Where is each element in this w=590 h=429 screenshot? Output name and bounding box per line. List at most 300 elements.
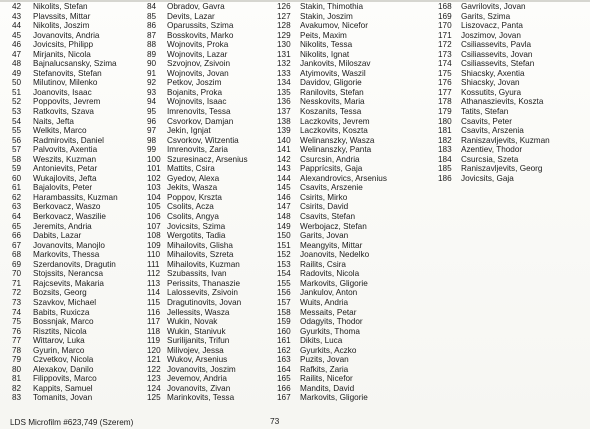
entry-number: 136 — [277, 97, 291, 107]
entry-number: 174 — [438, 59, 452, 69]
list-item — [12, 202, 118, 212]
entry-name: Alexakov, Danilo — [33, 364, 94, 374]
entry-number: 52 — [12, 97, 22, 107]
entry-number: 75 — [12, 317, 22, 327]
entry-name: Wojnovits, Proka — [167, 40, 229, 50]
entry-number: 151 — [277, 240, 291, 250]
list-item — [438, 126, 550, 136]
entry-number: 140 — [277, 135, 291, 145]
entry-number: 118 — [147, 326, 161, 336]
entry-name: Berkovacz, Waszo — [33, 202, 101, 212]
entry-name: Obradov, Gavra — [167, 2, 225, 11]
entry-number: 152 — [277, 250, 291, 260]
list-item — [12, 174, 118, 184]
entry-number: 132 — [277, 59, 291, 69]
entry-name: Bajalovits, Peter — [33, 183, 93, 193]
entry-number: 165 — [277, 374, 291, 384]
entry-name: Jellessits, Wasza — [167, 307, 230, 317]
entry-name: Jovanovits, Zivan — [167, 383, 231, 393]
entry-number: 89 — [147, 49, 157, 59]
list-item — [12, 212, 118, 222]
entry-number: 47 — [12, 49, 22, 59]
entry-number: 134 — [277, 78, 291, 88]
list-item — [277, 155, 387, 165]
entry-name: Stefanovits, Stefan — [33, 68, 102, 78]
entry-number: 131 — [277, 49, 291, 59]
list-item — [277, 88, 387, 98]
entry-name: Werbojacz, Stefan — [300, 221, 367, 231]
entry-name: Berkovacz, Waszilie — [33, 212, 106, 222]
list-item — [147, 288, 248, 298]
entry-number: 115 — [147, 297, 161, 307]
entry-name: Mihailovits, Glisha — [167, 240, 233, 250]
entry-name: Wukin, Stanivuk — [167, 326, 226, 336]
entry-name: Markovits, Gligorie — [300, 393, 368, 403]
entry-number: 172 — [438, 40, 452, 50]
entry-number: 59 — [12, 164, 22, 174]
list-item — [147, 174, 248, 184]
entry-number: 117 — [147, 317, 161, 327]
entry-number: 156 — [277, 288, 291, 298]
list-item — [147, 97, 248, 107]
entry-name: Dikits, Luca — [300, 336, 343, 346]
entry-number: 114 — [147, 288, 161, 298]
list-item — [147, 374, 248, 384]
entry-name: Milutinov, Milenko — [33, 78, 98, 88]
entry-number: 97 — [147, 126, 157, 136]
list-item — [277, 250, 387, 260]
entry-name: Raniszavljevits, Georg — [461, 164, 543, 174]
entry-name: Nikolits, Stefan — [33, 2, 88, 11]
entry-number: 88 — [147, 40, 157, 50]
list-item — [277, 384, 387, 394]
entry-number: 71 — [12, 278, 22, 288]
entry-number: 108 — [147, 231, 161, 241]
entry-number: 70 — [12, 269, 22, 279]
entry-name: Wojnovits, Isaac — [167, 97, 227, 107]
entry-number: 139 — [277, 126, 291, 136]
entry-number: 130 — [277, 40, 291, 50]
entry-name: Nikolits, Ignat — [300, 49, 350, 59]
list-item — [12, 107, 118, 117]
entry-name: Bossnjak, Marco — [33, 317, 94, 327]
entry-name: Lalossevits, Zsivoin — [167, 288, 238, 298]
entry-number: 161 — [277, 336, 291, 346]
entry-number: 65 — [12, 221, 22, 231]
entry-name: Joanovits, Nedelko — [300, 250, 370, 260]
list-item — [147, 365, 248, 375]
entry-number: 160 — [277, 326, 291, 336]
list-item — [277, 202, 387, 212]
entry-name: Wuits, Andria — [300, 297, 349, 307]
entry-name: Shiacsky, Axentia — [461, 68, 525, 78]
entry-number: 102 — [147, 173, 161, 183]
entry-number: 181 — [438, 126, 452, 136]
entry-number: 78 — [12, 345, 22, 355]
list-item — [277, 78, 387, 88]
entry-name: Bojanits, Proka — [167, 87, 223, 97]
entry-name: Kappits, Samuel — [33, 383, 93, 393]
entry-number: 51 — [12, 87, 22, 97]
list-item — [12, 31, 118, 41]
entry-number: 167 — [277, 393, 291, 403]
entry-name: Imrenovits, Tessa — [167, 107, 231, 117]
entry-number: 90 — [147, 59, 157, 69]
list-item — [12, 327, 118, 337]
entry-number: 171 — [438, 30, 452, 40]
entry-name: Csvorkov, Witzentia — [167, 135, 239, 145]
entry-number: 110 — [147, 250, 161, 260]
entry-name: Nikolits, Tessa — [300, 40, 353, 50]
entry-name: Csolits, Acza — [167, 202, 214, 212]
entry-number: 103 — [147, 183, 161, 193]
entry-name: Wojnovits, Jovan — [167, 68, 229, 78]
page-number: 73 — [270, 416, 280, 426]
entry-number: 43 — [12, 11, 22, 21]
list-item — [438, 12, 550, 22]
entry-number: 61 — [12, 183, 22, 193]
entry-name: Gyurkits, Aczko — [300, 345, 357, 355]
entry-name: Railits, Nicefor — [300, 374, 353, 384]
entry-number: 60 — [12, 173, 22, 183]
entry-number: 85 — [147, 11, 157, 21]
entry-name: Poppov, Krszta — [167, 192, 222, 202]
entry-name: Jovanovits, Manojlo — [33, 240, 105, 250]
list-item — [12, 298, 118, 308]
list-item — [147, 59, 248, 69]
entry-number: 145 — [277, 183, 291, 193]
list-item — [12, 365, 118, 375]
entry-number: 63 — [12, 202, 22, 212]
entry-number: 81 — [12, 374, 22, 384]
list-item — [147, 117, 248, 127]
entry-name: Mirjanits, Nicola — [33, 49, 91, 59]
entry-number: 82 — [12, 383, 22, 393]
entry-name: Markovits, Thessa — [33, 250, 100, 260]
list-item — [147, 279, 248, 289]
list-item — [438, 31, 550, 41]
entry-name: Welinanszky, Wasza — [300, 135, 375, 145]
list-item — [277, 183, 387, 193]
entry-number: 185 — [438, 164, 452, 174]
list-item — [12, 222, 118, 232]
list-item — [277, 269, 387, 279]
entry-name: Milivojev, Jessa — [167, 345, 224, 355]
entry-number: 173 — [438, 49, 452, 59]
entry-name: Oparussits, Szima — [167, 21, 234, 31]
list-item — [12, 97, 118, 107]
entry-name: Bozsits, Georg — [33, 288, 87, 298]
entry-number: 107 — [147, 221, 161, 231]
list-item — [277, 40, 387, 50]
entry-name: Rajcsevits, Makaria — [33, 278, 104, 288]
entry-number: 123 — [147, 374, 161, 384]
entry-name: Atyimovits, Waszil — [300, 68, 366, 78]
entry-number: 45 — [12, 30, 22, 40]
column-1 — [12, 2, 118, 403]
entry-name: Stakin, Thimothia — [300, 2, 364, 11]
entry-name: Stakin, Joszim — [300, 11, 353, 21]
entry-name: Bajnalucsansky, Szima — [33, 59, 117, 69]
entry-number: 80 — [12, 364, 22, 374]
entry-number: 177 — [438, 87, 452, 97]
entry-number: 184 — [438, 154, 452, 164]
list-item — [277, 59, 387, 69]
list-item — [438, 50, 550, 60]
list-item — [147, 250, 248, 260]
entry-number: 53 — [12, 107, 22, 117]
list-item — [438, 69, 550, 79]
entry-name: Wojnovits, Lazar — [167, 49, 228, 59]
entry-number: 44 — [12, 21, 22, 31]
list-item — [12, 193, 118, 203]
list-item — [12, 183, 118, 193]
entry-number: 77 — [12, 336, 22, 346]
entry-name: Davidov, Gligorie — [300, 78, 362, 88]
entry-number: 150 — [277, 231, 291, 241]
list-item — [277, 97, 387, 107]
list-item — [277, 107, 387, 117]
entry-name: Bosskovits, Marko — [167, 30, 234, 40]
entry-number: 100 — [147, 154, 161, 164]
list-item — [12, 40, 118, 50]
entry-number: 79 — [12, 355, 22, 365]
list-item — [147, 126, 248, 136]
list-item — [277, 231, 387, 241]
entry-name: Devits, Lazar — [167, 11, 215, 21]
entry-name: Szerdanovits, Dragutin — [33, 259, 116, 269]
entry-name: Csiliassevits, Jovan — [461, 49, 533, 59]
list-item — [277, 327, 387, 337]
entry-name: Wukajlovits, Jefta — [33, 173, 97, 183]
list-item — [277, 145, 387, 155]
list-item — [277, 12, 387, 22]
entry-number: 164 — [277, 364, 291, 374]
entry-name: Athanaszievits, Koszta — [461, 97, 544, 107]
entry-name: Csiliassevits, Pavla — [461, 40, 532, 50]
entry-number: 105 — [147, 202, 161, 212]
list-item — [12, 145, 118, 155]
entry-number: 128 — [277, 21, 291, 31]
list-item — [12, 21, 118, 31]
list-item — [277, 279, 387, 289]
entry-number: 143 — [277, 164, 291, 174]
entry-name: Wittarov, Luka — [33, 336, 85, 346]
entry-number: 175 — [438, 68, 452, 78]
entry-number: 162 — [277, 345, 291, 355]
entry-name: Plavssits, Mittar — [33, 11, 91, 21]
entry-number: 67 — [12, 240, 22, 250]
entry-name: Csavits, Arszenia — [461, 126, 524, 136]
list-item — [147, 393, 248, 403]
list-item — [438, 97, 550, 107]
list-item — [12, 355, 118, 365]
entry-number: 176 — [438, 78, 452, 88]
entry-number: 120 — [147, 345, 161, 355]
list-item — [277, 298, 387, 308]
entry-number: 138 — [277, 116, 291, 126]
entry-number: 129 — [277, 30, 291, 40]
entry-number: 94 — [147, 97, 157, 107]
entry-name: Harambassits, Kuzman — [33, 192, 118, 202]
list-item — [12, 78, 118, 88]
entry-number: 112 — [147, 269, 161, 279]
list-item — [147, 269, 248, 279]
entry-name: Antonievits, Petar — [33, 164, 98, 174]
list-item — [12, 260, 118, 270]
entry-name: Stojssits, Nerancsa — [33, 269, 104, 279]
list-item — [147, 145, 248, 155]
entry-name: Nikolits, Joszim — [33, 21, 90, 31]
entry-number: 159 — [277, 317, 291, 327]
list-item — [12, 393, 118, 403]
list-item — [147, 40, 248, 50]
entry-name: Welinanszky, Panta — [300, 145, 372, 155]
list-item — [12, 317, 118, 327]
entry-name: Tatits, Stefan — [461, 107, 509, 117]
entry-name: Imrenovits, Zaria — [167, 145, 228, 155]
entry-number: 182 — [438, 135, 452, 145]
list-item — [12, 288, 118, 298]
entry-number: 106 — [147, 212, 161, 222]
list-item — [12, 155, 118, 165]
entry-name: Jovicsits, Philipp — [33, 40, 94, 50]
entry-name: Garits, Jovan — [300, 231, 349, 241]
list-item — [147, 78, 248, 88]
entry-number: 153 — [277, 259, 291, 269]
entry-name: Avakumov, Nicefor — [300, 21, 368, 31]
entry-name: Rafkits, Zaria — [300, 364, 349, 374]
entry-name: Raniszavljevits, Kuzman — [461, 135, 550, 145]
list-item — [277, 374, 387, 384]
entry-number: 135 — [277, 87, 291, 97]
list-item — [147, 336, 248, 346]
entry-name: Szubassits, Ivan — [167, 269, 227, 279]
entry-number: 98 — [147, 135, 157, 145]
entry-number: 186 — [438, 173, 452, 183]
entry-number: 57 — [12, 145, 22, 155]
list-item — [277, 288, 387, 298]
entry-number: 68 — [12, 250, 22, 260]
list-item — [12, 12, 118, 22]
entry-name: Odagyits, Thodor — [300, 317, 363, 327]
entry-number: 91 — [147, 68, 157, 78]
entry-name: Szvojnov, Zsivoin — [167, 59, 231, 69]
entry-number: 55 — [12, 126, 22, 136]
entry-name: Railits, Csira — [300, 259, 346, 269]
entry-name: Dabits, Lazar — [33, 231, 82, 241]
entry-name: Laczkovits, Jevrem — [300, 116, 370, 126]
entry-name: Jankovits, Miloszav — [300, 59, 371, 69]
entry-name: Weszits, Kuzman — [33, 154, 97, 164]
entry-number: 62 — [12, 192, 22, 202]
list-item — [277, 136, 387, 146]
list-item — [12, 88, 118, 98]
entry-number: 101 — [147, 164, 161, 174]
list-item — [277, 2, 387, 12]
list-item — [147, 164, 248, 174]
entry-number: 76 — [12, 326, 22, 336]
entry-name: Laczkovits, Koszta — [300, 126, 368, 136]
entry-number: 46 — [12, 40, 22, 50]
entry-name: Csirits, David — [300, 202, 349, 212]
entry-name: Perissits, Thanaszie — [167, 278, 241, 288]
entry-number: 84 — [147, 2, 157, 11]
list-item — [12, 2, 118, 12]
column-2 — [147, 2, 248, 403]
entry-number: 96 — [147, 116, 157, 126]
entry-name: Jevemov, Andria — [167, 374, 227, 384]
entry-name: Jovanovits, Andria — [33, 30, 100, 40]
entry-number: 149 — [277, 221, 291, 231]
entry-name: Gyedov, Alexa — [167, 173, 220, 183]
entry-number: 158 — [277, 307, 291, 317]
list-item — [12, 308, 118, 318]
list-item — [147, 317, 248, 327]
entry-number: 83 — [12, 393, 22, 403]
list-item — [147, 193, 248, 203]
list-item — [277, 336, 387, 346]
list-item — [277, 117, 387, 127]
entry-name: Alexandrovics, Arsenius — [300, 173, 387, 183]
entry-number: 137 — [277, 107, 291, 117]
entry-number: 148 — [277, 212, 291, 222]
entry-number: 99 — [147, 145, 157, 155]
list-item — [12, 346, 118, 356]
entry-number: 124 — [147, 383, 161, 393]
entry-name: Babits, Ruxicza — [33, 307, 90, 317]
list-item — [277, 164, 387, 174]
list-item — [12, 50, 118, 60]
list-item — [438, 174, 550, 184]
entry-number: 144 — [277, 173, 291, 183]
list-item — [147, 136, 248, 146]
entry-number: 113 — [147, 278, 161, 288]
list-item — [12, 231, 118, 241]
list-item — [12, 136, 118, 146]
entry-name: Jovicsits, Gaja — [461, 173, 514, 183]
list-item — [12, 69, 118, 79]
list-item — [147, 202, 248, 212]
entry-name: Jovicsits, Szima — [167, 221, 226, 231]
entry-name: Gyurin, Marco — [33, 345, 85, 355]
entry-name: Nesskovits, Maria — [300, 97, 365, 107]
entry-name: Wukov, Arsenius — [167, 355, 228, 365]
entry-number: 157 — [277, 297, 291, 307]
list-item — [277, 308, 387, 318]
entry-number: 66 — [12, 231, 22, 241]
list-item — [12, 59, 118, 69]
list-item — [147, 231, 248, 241]
entry-name: Radovits, Nicola — [300, 269, 360, 279]
entry-number: 86 — [147, 21, 157, 31]
entry-name: Jekin, Ignjat — [167, 126, 211, 136]
entry-number: 155 — [277, 278, 291, 288]
entry-number: 42 — [12, 2, 22, 11]
entry-number: 127 — [277, 11, 291, 21]
entry-name: Csiliassevits, Stefan — [461, 59, 535, 69]
entry-name: Csurcsin, Andria — [300, 154, 360, 164]
entry-name: Ratkovits, Szava — [33, 107, 94, 117]
list-item — [277, 50, 387, 60]
list-item — [147, 384, 248, 394]
entry-number: 163 — [277, 355, 291, 365]
entry-number: 178 — [438, 97, 452, 107]
entry-name: Meangyits, Mittar — [300, 240, 363, 250]
list-item — [277, 193, 387, 203]
microfilm-footer: LDS Microfilm #623,749 (Szerem) — [10, 418, 134, 427]
list-item — [147, 260, 248, 270]
